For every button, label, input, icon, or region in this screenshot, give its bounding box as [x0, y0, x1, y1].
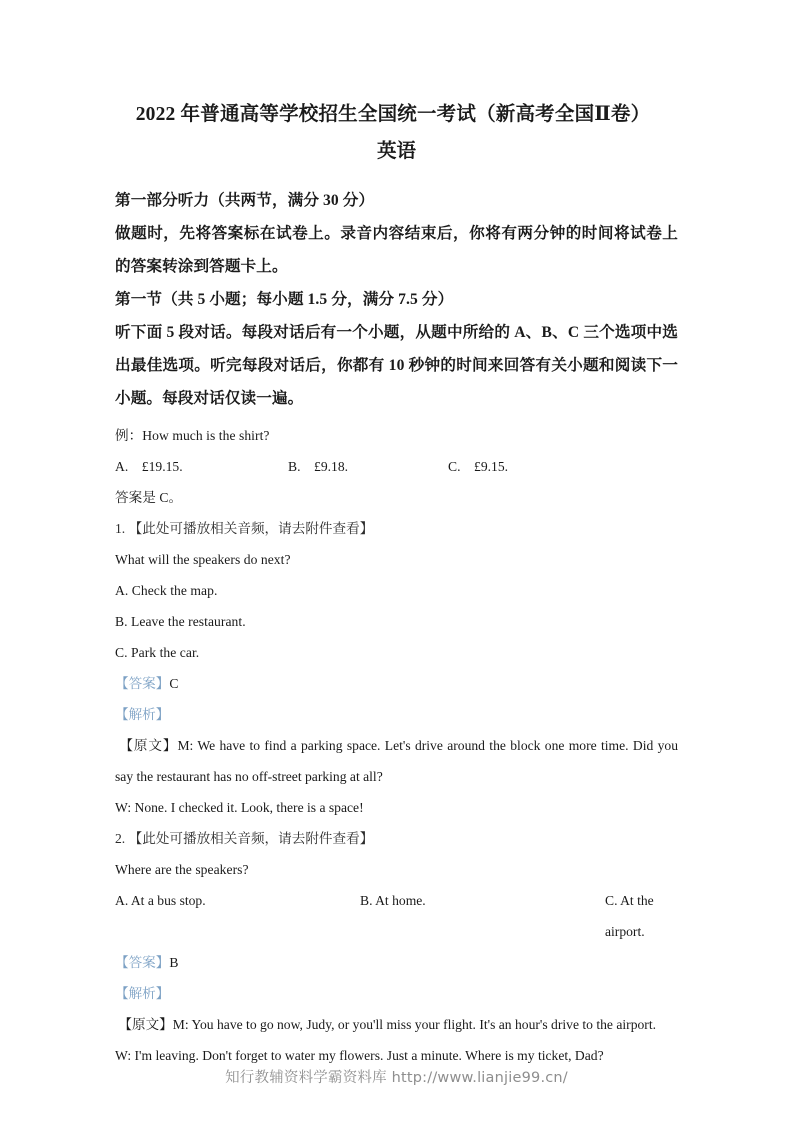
question-1-stem: What will the speakers do next?: [115, 551, 291, 567]
analysis-label: 【解析】: [115, 985, 170, 1001]
page-subtitle: 英语: [376, 141, 416, 163]
example-option-b: B. £9.18.: [288, 458, 349, 474]
question-2-number: 2.: [115, 830, 126, 846]
question-1-transcript-line-2: W: None. I checked it. Look, there is a space!: [115, 799, 364, 815]
audio-attachment-note: 【此处可播放相关音频，请去附件查看】: [128, 830, 374, 846]
example-prompt: 例：How much is the shirt?: [115, 427, 270, 443]
question-1-option-b[interactable]: B. Leave the restaurant.: [115, 613, 246, 629]
question-1-transcript-line-1: [115, 730, 678, 792]
question-2-stem: Where are the speakers?: [115, 861, 249, 877]
question-1-answer-row: [115, 668, 678, 699]
example-options-row: [115, 451, 678, 482]
question-2-analysis-row: [115, 978, 678, 1009]
question-1-number: 1.: [115, 520, 126, 536]
question-2-audio-note[interactable]: [115, 823, 678, 854]
audio-attachment-note: 【此处可播放相关音频，请去附件查看】: [128, 520, 374, 536]
question-1-answer-value: C: [169, 675, 179, 691]
question-1-option-c[interactable]: C. Park the car.: [115, 644, 200, 660]
transcript-text: M: We have to find a parking space. Let's drive around the block one more time. Did you say the restaurant has no off-street parking at all?: [115, 737, 678, 784]
example-option-a: A. £19.15.: [115, 458, 183, 474]
page-title: 2022 年普通高等学校招生全国统一考试（新高考全国Ⅱ卷）: [135, 104, 651, 125]
answer-label: 【答案】: [115, 954, 170, 970]
transcript-label: 【原文】: [119, 737, 178, 753]
question-1-analysis-row: [115, 699, 678, 730]
example-answer: 答案是 C。: [115, 489, 183, 505]
question-2-option-a[interactable]: A. At a bus stop.: [115, 892, 206, 908]
question-2-option-b[interactable]: B. At home.: [360, 892, 426, 908]
part-one-instruction: 做题时，先将答案标在试卷上。录音内容结束后，你将有两分钟的时间将试卷上的答案转涂到答题卡上。: [115, 224, 678, 275]
question-2-options-row: [115, 885, 678, 947]
part-one-heading: 第一部分听力（共两节，满分 30 分）: [115, 191, 375, 209]
section-one-instruction: 听下面 5 段对话。每段对话后有一个小题，从题中所给的 A、B、C 三个选项中选出最佳选项。听完每段对话后，你都有 10 秒钟的时间来回答有关小题和阅读下一小题。每段对话仅读一遍。: [115, 323, 678, 407]
answer-label: 【答案】: [115, 675, 170, 691]
example-option-c: C. £9.15.: [448, 458, 509, 474]
analysis-label: 【解析】: [115, 706, 170, 722]
question-2-answer-value: B: [169, 954, 179, 970]
footer-watermark: 知行教辅资料学霸资料库 http://www.lianjie99.cn/: [225, 1070, 568, 1086]
question-2-transcript-line-1: [115, 1009, 678, 1040]
transcript-text: M: You have to go now, Judy, or you'll miss your flight. It's an hour's drive to the airport.: [172, 1016, 657, 1032]
question-2-transcript-line-2: W: I'm leaving. Don't forget to water my flowers. Just a minute. Where is my ticket, Dad?: [115, 1047, 604, 1063]
question-1-option-a[interactable]: A. Check the map.: [115, 582, 218, 598]
question-2-option-c[interactable]: C. At the airport.: [605, 892, 654, 939]
question-1-audio-note[interactable]: [115, 513, 678, 544]
transcript-label: 【原文】: [118, 1016, 173, 1032]
section-one-heading: 第一节（共 5 小题；每小题 1.5 分，满分 7.5 分）: [115, 290, 454, 308]
question-2-answer-row: [115, 947, 678, 978]
